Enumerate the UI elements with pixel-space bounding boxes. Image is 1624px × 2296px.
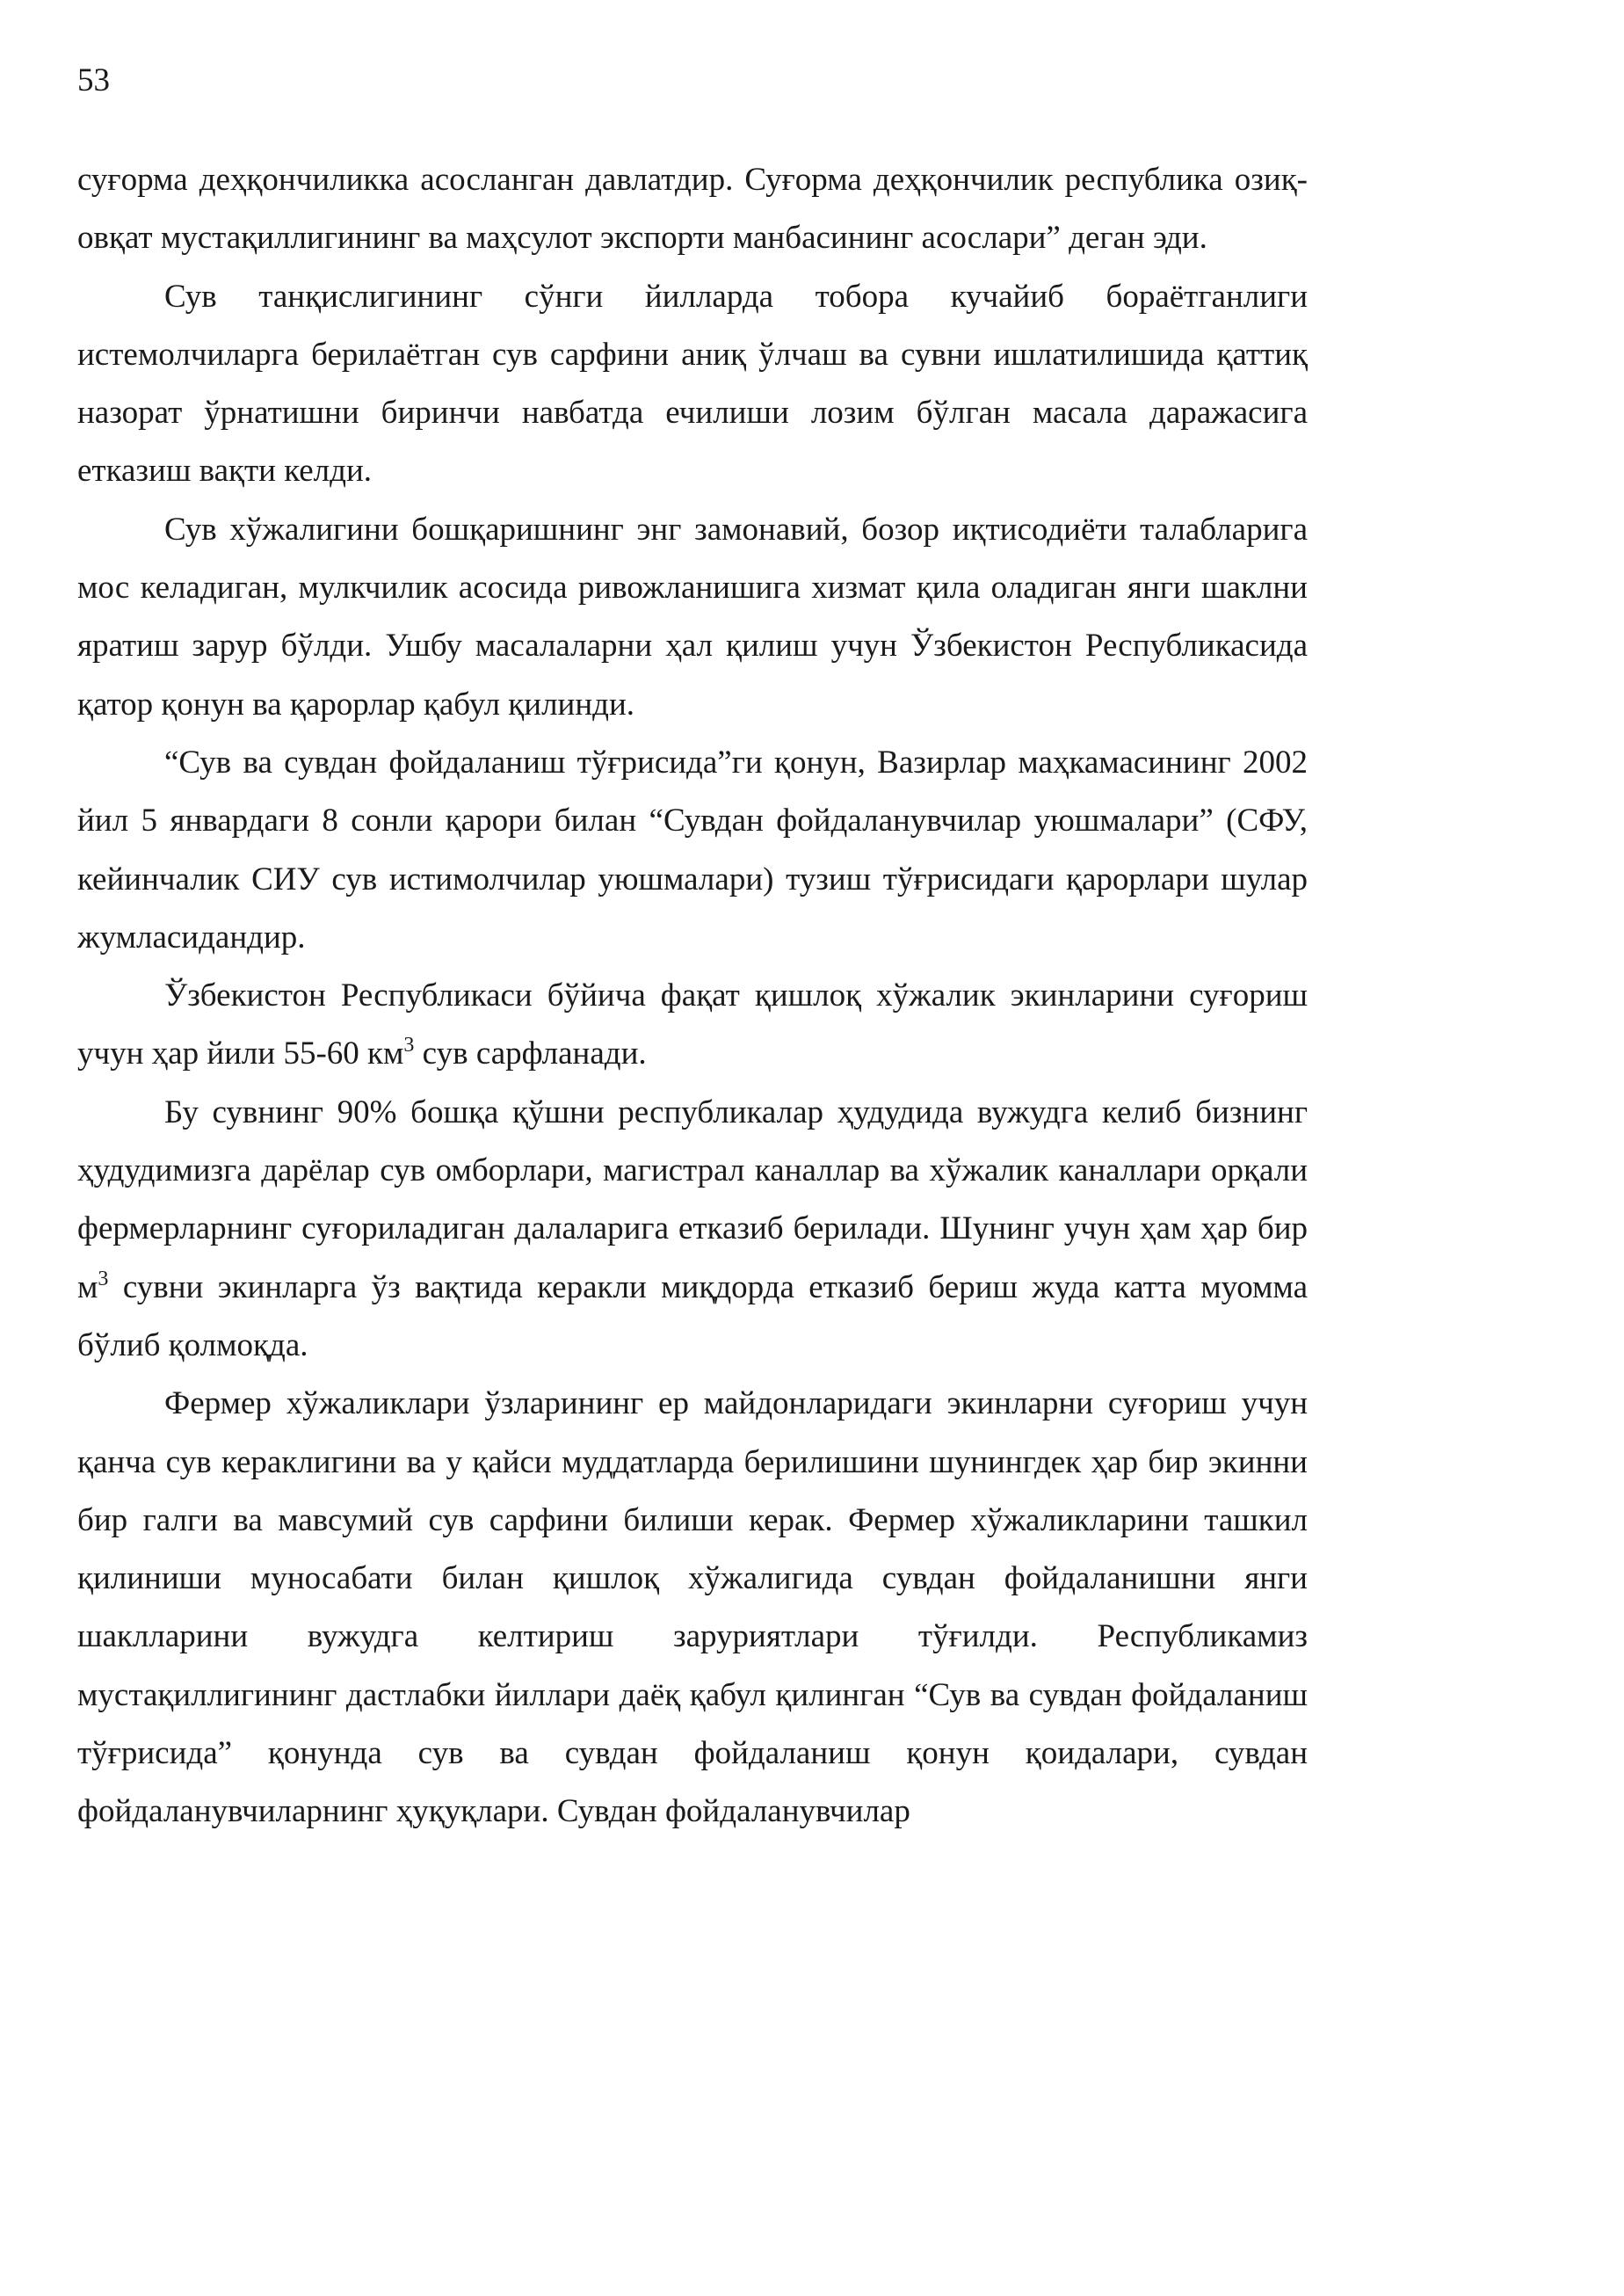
cubic-superscript: 3 — [403, 1034, 415, 1057]
paragraph-5-text-after: сув сарфланади. — [414, 1035, 647, 1072]
paragraph-6 — [77, 1084, 1308, 1375]
paragraph-4: “Сув ва сувдан фойдаланиш тўғрисида”ги қонун, Вазирлар маҳкамасининг 2002 йил 5 январдаги 8 сонли қарори билан “Сувдан фойдаланувчилар уюшмалари” (СФУ, кейинчалик СИУ сув истимолчилар уюшмалари) тузиш тўғрисидаги қарорлари шулар жумласидандир. — [77, 744, 1308, 955]
paragraph-5 — [77, 967, 1308, 1084]
cubic-superscript: 3 — [98, 1267, 109, 1290]
paragraph-5-text-before: Ўзбекистон Республикаси бўйича фақат қишлоқ хўжалик экинларини суғориш учун ҳар йили 55-60 км — [77, 977, 1308, 1072]
page-number: 53 — [77, 62, 110, 98]
body-text — [77, 151, 1308, 1842]
paragraph-3: Сув хўжалигини бошқаришнинг энг замонавий, бозор иқтисодиёти талабларига мос келадиган, мулкчилик асосида ривожланишига хизмат қила оладиган янги шаклни яратиш зарур бўлди. Ушбу масалаларни ҳал қилиш учун Ўзбекистон Республикасида қатор қонун ва қарорлар қабул қилинди. — [77, 511, 1308, 723]
paragraph-2: Сув танқислигининг сўнги йилларда тобора кучайиб бораётганлиги истемолчиларга берилаётган сув сарфини аниқ ўлчаш ва сувни ишлатилишида қаттиқ назорат ўрнатишни биринчи навбатда ечилиши лозим бўлган масала даражасига етказиш вақти келди. — [77, 278, 1308, 490]
paragraph-6-text-after: сувни экинларга ўз вақтида керакли миқдорда етказиб бериш жуда катта муомма бўлиб қолмоқда. — [77, 1268, 1308, 1363]
paragraph-6-text-before: Бу сувнинг 90% бошқа қўшни республикалар ҳудудида вужудга келиб бизнинг ҳудудимизга дарёлар сув омборлари, магистрал каналлар ва хўжалик каналлари орқали фермерларнинг суғориладиган далаларига етказиб берилади. Шунинг учун ҳам ҳар бир м — [77, 1094, 1308, 1305]
paragraph-7: Фермер хўжаликлари ўзларининг ер майдонларидаги экинларни суғориш учун қанча сув кераклигини ва у қайси муддатларда берилишини шунингдек ҳар бир экинни бир галги ва мавсумий сув сарфини билиши керак. Фермер хўжаликларини ташкил қилиниши муносабати билан қишлоқ хўжалигида сувдан фойдаланишни янги шаклларини вужудга келтириш заруриятлари тўғилди. Республикамиз мустақиллигининг дастлабки йиллари даёқ қабул қилинган “Сув ва сувдан фойдаланиш тўғрисида” қонунда сув ва сувдан фойдаланиш қонун қоидалари, сувдан фойдаланувчиларнинг ҳуқуқлари. Сувдан фойдаланувчилар — [77, 1385, 1308, 1830]
paragraph-1: суғорма деҳқончиликка асосланган давлатдир. Суғорма деҳқончилик республика озиқ-овқат мустақиллигининг ва маҳсулот экспорти манбасининг асослари” деган эди. — [77, 162, 1308, 257]
